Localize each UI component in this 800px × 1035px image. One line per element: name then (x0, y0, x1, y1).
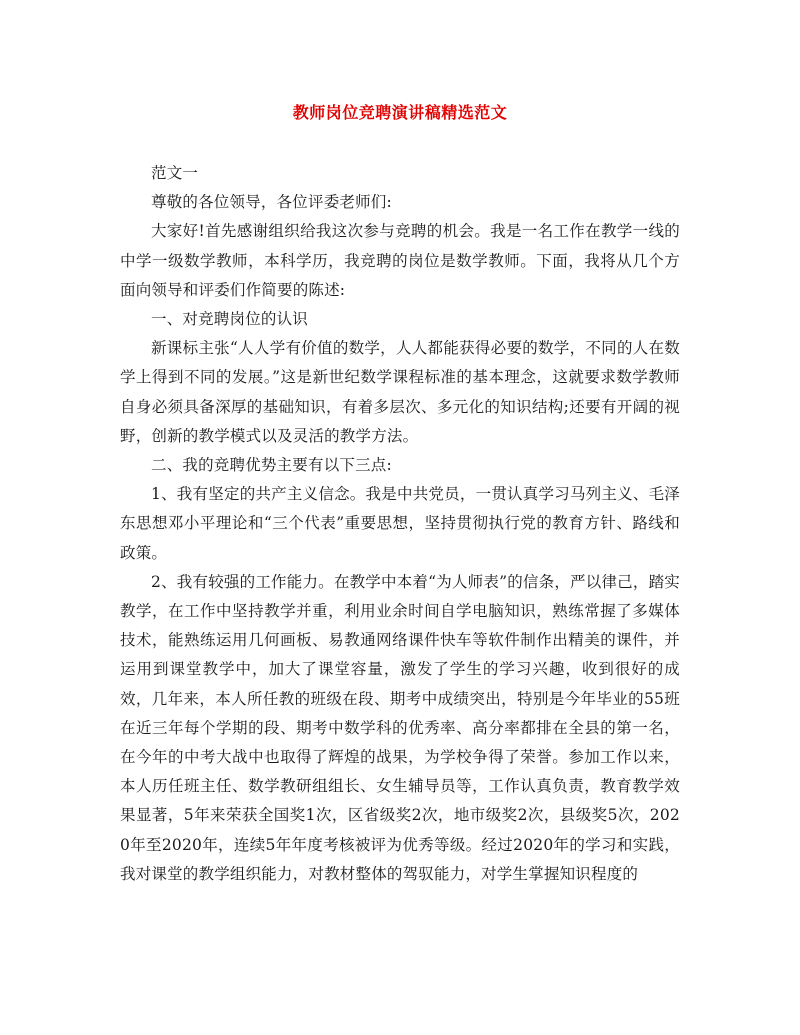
document-title: 教师岗位竞聘演讲稿精选范文 (292, 103, 508, 122)
paragraph-advantage-one: 1、我有坚定的共产主义信念。我是中共党员，一贯认真学习马列主义、毛泽东思想邓小平理论和“三个代表”重要思想，坚持贯彻执行党的教育方针、路线和政策。 (120, 485, 680, 562)
section-heading-understanding: 一、对竞聘岗位的认识 (151, 310, 309, 329)
section-heading-advantages: 二、我的竞聘优势主要有以下三点: (151, 456, 392, 475)
paragraph-advantage-two: 2、我有较强的工作能力。在教学中本着“为人师表”的信条，严以律己，踏实教学，在工作中坚持教学并重，利用业余时间自学电脑知识，熟练常握了多媒体技术，能熟练运用几何画板、易教通网络课件快车等软件制作出精美的课件，并运用到课堂教学中，加大了课堂容量，激发了学生的学习兴趣，收到很好的成效，几年来，本人所任教的班级在段、期考中成绩突出，特别是今年毕业的55班在近三年每个学期的段、期考中数学科的优秀率、高分率都排在全县的第一名，在今年的中考大战中也取得了辉煌的战果，为学校争得了荣誉。参加工作以来，本人历任班主任、数学教研组组长、女生辅导员等，工作认真负责，教育教学效果显著，5年来荣获全国奖1次，区省级奖2次，地市级奖2次，县级奖5次，2020年至2020年，连续5年年度考核被评为优秀等级。经过2020年的学习和实践，我对课堂的教学组织能力，对教材整体的驾驭能力，对学生掌握知识程度的 (120, 572, 680, 883)
paragraph-salutation: 尊敬的各位领导，各位评委老师们: (151, 193, 392, 212)
paragraph-introduction: 大家好!首先感谢组织给我这次参与竞聘的机会。我是一名工作在教学一线的中学一级数学教师，本科学历，我竞聘的岗位是数学教师。下面，我将从几个方面向领导和评委们作简要的陈述: (120, 222, 680, 299)
document-body (120, 159, 680, 889)
paragraph-sample-label: 范文一 (151, 164, 199, 182)
paragraph-curriculum: 新课标主张“人人学有价值的数学，人人都能获得必要的数学，不同的人在数学上得到不同的发展。”这是新世纪数学课程标准的基本理念，这就要求数学教师自身必须具备深厚的基础知识，有着多层次、多元化的知识结构;还要有开阔的视野，创新的教学模式以及灵活的教学方法。 (120, 339, 680, 445)
